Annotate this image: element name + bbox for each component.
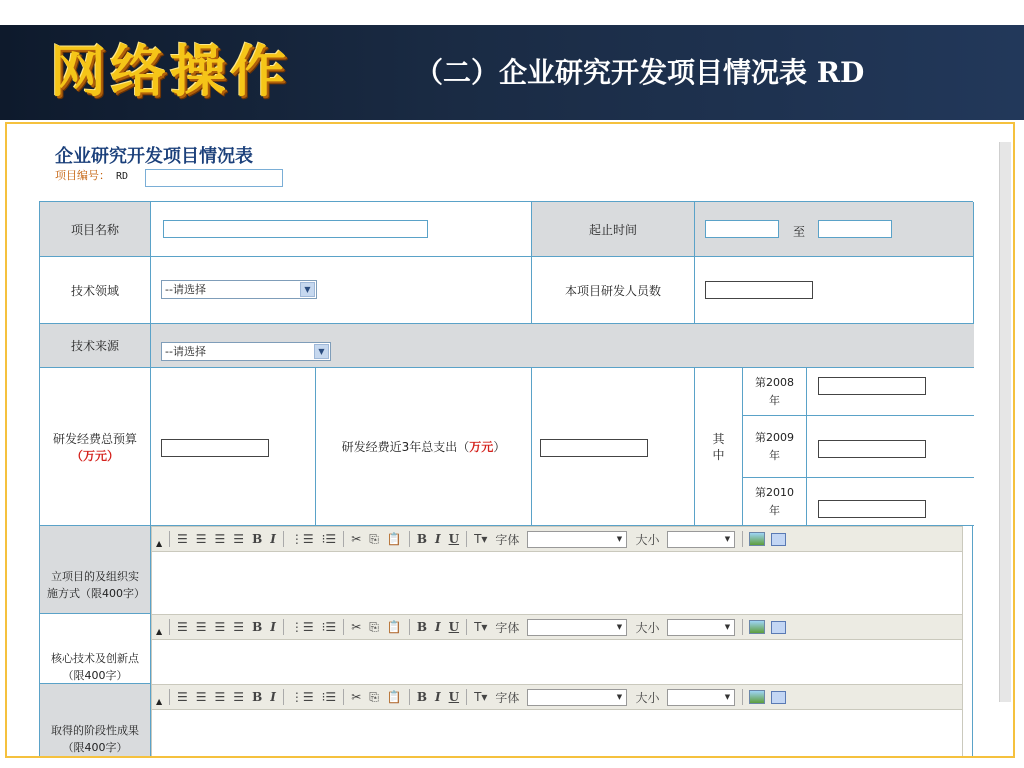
size-select[interactable] bbox=[667, 531, 735, 548]
vertical-scrollbar[interactable] bbox=[999, 142, 1011, 702]
italic-button[interactable]: I bbox=[270, 532, 276, 546]
year-2008-label-cell bbox=[743, 368, 807, 416]
tech-field-select[interactable] bbox=[161, 280, 317, 299]
text-color-icon[interactable]: T▾ bbox=[474, 690, 488, 704]
tech-source-label: 技术来源 bbox=[70, 339, 119, 353]
form-title: 企业研究开发项目情况表 bbox=[55, 146, 253, 167]
purpose-label: 立项目的及组织实施方式（限400字） bbox=[47, 569, 145, 600]
form-grid bbox=[39, 201, 973, 758]
project-name-label-cell bbox=[40, 202, 151, 257]
copy-icon[interactable]: ⎘ bbox=[369, 531, 379, 546]
paste-icon[interactable]: 📋 bbox=[386, 532, 402, 546]
insert-media-icon[interactable] bbox=[771, 621, 786, 634]
font-select[interactable] bbox=[527, 689, 627, 706]
project-id-input[interactable] bbox=[145, 169, 283, 187]
result-label-cell bbox=[40, 684, 151, 758]
align-center-icon[interactable]: ☰ bbox=[195, 532, 207, 546]
italic-button-2[interactable]: I bbox=[434, 532, 441, 546]
ordered-list-icon[interactable]: ⋮☰ bbox=[290, 620, 314, 634]
tech-source-label-cell bbox=[40, 324, 151, 368]
start-date-input[interactable] bbox=[705, 220, 779, 238]
year-2009-label-cell bbox=[743, 416, 807, 478]
year-2009-input[interactable] bbox=[818, 440, 926, 458]
bold-button[interactable]: B bbox=[252, 532, 263, 546]
insert-media-icon[interactable] bbox=[771, 533, 786, 546]
end-date-input[interactable] bbox=[818, 220, 892, 238]
insert-image-icon[interactable] bbox=[749, 620, 765, 634]
result-editor-toolbar bbox=[151, 684, 963, 710]
size-label: 大小 bbox=[635, 532, 660, 547]
size-select[interactable] bbox=[667, 619, 735, 636]
bold-button-2[interactable]: B bbox=[416, 690, 427, 704]
year-2009-label: 第2009年 bbox=[755, 430, 794, 462]
spend-label bbox=[342, 438, 506, 455]
core-label: 核心技术及创新点（限400字） bbox=[51, 651, 139, 682]
cut-icon[interactable]: ✂ bbox=[351, 690, 362, 704]
align-right-icon[interactable]: ☰ bbox=[214, 690, 226, 704]
header-banner bbox=[0, 25, 1024, 120]
align-left-icon[interactable]: ☰ bbox=[177, 532, 188, 546]
spend-unit: 万元 bbox=[469, 440, 494, 454]
spend-total-input[interactable] bbox=[540, 439, 648, 457]
justify-icon[interactable]: ☰ bbox=[233, 620, 245, 634]
unordered-list-icon[interactable]: ⁝☰ bbox=[321, 690, 337, 704]
spend-label-text: 研发经费近3年总支出（ bbox=[341, 440, 470, 454]
project-id-label bbox=[55, 167, 128, 183]
font-select[interactable] bbox=[527, 619, 627, 636]
chevron-down-icon[interactable]: ▼ bbox=[616, 534, 623, 543]
justify-icon[interactable]: ☰ bbox=[233, 532, 245, 546]
purpose-editor[interactable] bbox=[151, 552, 963, 614]
cut-icon[interactable]: ✂ bbox=[351, 532, 362, 546]
year-2010-label: 第2010年 bbox=[755, 485, 794, 517]
tech-field-label: 技术领域 bbox=[70, 283, 119, 298]
cut-icon[interactable]: ✂ bbox=[351, 620, 362, 634]
year-2010-input[interactable] bbox=[818, 500, 926, 518]
tech-source-select-value: --请选择 bbox=[165, 345, 206, 358]
font-label: 字体 bbox=[495, 690, 520, 705]
project-id-prefix: RD bbox=[116, 171, 129, 182]
form-panel bbox=[5, 122, 1015, 758]
project-id-label-text: 项目编号： bbox=[55, 169, 110, 182]
of-which-label: 其中 bbox=[712, 431, 725, 462]
chevron-down-icon[interactable]: ▼ bbox=[616, 692, 623, 701]
unordered-list-icon[interactable]: ⁝☰ bbox=[321, 532, 337, 546]
purpose-editor-toolbar bbox=[151, 526, 963, 552]
paste-icon[interactable]: 📋 bbox=[386, 690, 402, 704]
paste-icon[interactable]: 📋 bbox=[386, 620, 402, 634]
core-label-cell bbox=[40, 614, 151, 684]
of-which-cell bbox=[695, 368, 743, 526]
italic-button-2[interactable]: I bbox=[434, 690, 441, 704]
align-center-icon[interactable]: ☰ bbox=[195, 620, 207, 634]
italic-button[interactable]: I bbox=[270, 620, 276, 634]
staff-count-label-cell bbox=[532, 257, 695, 324]
purpose-label-cell bbox=[40, 526, 151, 614]
insert-media-icon[interactable] bbox=[771, 691, 786, 704]
ordered-list-icon[interactable]: ⋮☰ bbox=[290, 690, 314, 704]
project-name-label: 项目名称 bbox=[70, 222, 119, 237]
budget-input[interactable] bbox=[161, 439, 269, 457]
chevron-down-icon[interactable]: ▼ bbox=[724, 622, 731, 631]
budget-unit: （万元） bbox=[70, 448, 119, 463]
bold-button-2[interactable]: B bbox=[416, 532, 427, 546]
text-color-icon[interactable]: T▾ bbox=[474, 532, 488, 546]
spend-label-cell bbox=[316, 368, 532, 526]
align-center-icon[interactable]: ☰ bbox=[195, 690, 207, 704]
text-color-icon[interactable]: T▾ bbox=[474, 620, 488, 634]
time-range-label: 起止时间 bbox=[588, 222, 637, 237]
underline-button[interactable]: U bbox=[448, 532, 460, 546]
chevron-down-icon[interactable]: ▼ bbox=[616, 622, 623, 631]
banner-logo: 网络操作 bbox=[50, 40, 290, 105]
time-range-label-cell bbox=[532, 202, 695, 257]
size-label: 大小 bbox=[635, 620, 660, 635]
insert-image-icon[interactable] bbox=[749, 690, 765, 704]
underline-button[interactable]: U bbox=[448, 690, 460, 704]
tech-field-select-value: --请选择 bbox=[165, 283, 206, 296]
chevron-down-icon[interactable]: ▼ bbox=[724, 692, 731, 701]
bold-button[interactable]: B bbox=[252, 620, 263, 634]
core-editor-toolbar bbox=[151, 614, 963, 640]
insert-image-icon[interactable] bbox=[749, 532, 765, 546]
budget-label-cell bbox=[40, 368, 151, 526]
banner-title: （二）企业研究开发项目情况表 RD bbox=[415, 56, 865, 89]
copy-icon[interactable]: ⎘ bbox=[369, 689, 379, 704]
align-left-icon[interactable]: ☰ bbox=[177, 690, 188, 704]
resize-handle-icon[interactable]: ▲ bbox=[156, 697, 163, 706]
size-select[interactable] bbox=[667, 689, 735, 706]
font-select[interactable] bbox=[527, 531, 627, 548]
resize-handle-icon[interactable]: ▲ bbox=[156, 539, 163, 548]
year-2008-label: 第2008年 bbox=[755, 375, 794, 407]
align-right-icon[interactable]: ☰ bbox=[214, 532, 226, 546]
budget-label: 研发经费总预算 bbox=[52, 431, 137, 446]
justify-icon[interactable]: ☰ bbox=[233, 690, 245, 704]
italic-button[interactable]: I bbox=[270, 690, 276, 704]
ordered-list-icon[interactable]: ⋮☰ bbox=[290, 532, 314, 546]
align-left-icon[interactable]: ☰ bbox=[177, 620, 188, 634]
unordered-list-icon[interactable]: ⁝☰ bbox=[321, 620, 337, 634]
spend-close: ） bbox=[493, 440, 506, 454]
tech-field-label-cell bbox=[40, 257, 151, 324]
staff-count-input[interactable] bbox=[705, 281, 813, 299]
underline-button[interactable]: U bbox=[448, 620, 460, 634]
core-editor[interactable] bbox=[151, 640, 963, 684]
result-editor[interactable] bbox=[151, 710, 963, 758]
staff-count-label: 本项目研发人员数 bbox=[564, 283, 661, 298]
bold-button-2[interactable]: B bbox=[416, 620, 427, 634]
font-label: 字体 bbox=[495, 532, 520, 547]
project-name-input[interactable] bbox=[163, 220, 428, 238]
resize-handle-icon[interactable]: ▲ bbox=[156, 627, 163, 636]
chevron-down-icon[interactable]: ▼ bbox=[314, 344, 329, 359]
copy-icon[interactable]: ⎘ bbox=[369, 619, 379, 634]
italic-button-2[interactable]: I bbox=[434, 620, 441, 634]
chevron-down-icon[interactable]: ▼ bbox=[724, 534, 731, 543]
font-label: 字体 bbox=[495, 620, 520, 635]
result-label: 取得的阶段性成果（限400字） bbox=[51, 723, 139, 754]
chevron-down-icon[interactable]: ▼ bbox=[300, 282, 315, 297]
bold-button[interactable]: B bbox=[252, 690, 263, 704]
size-label: 大小 bbox=[635, 690, 660, 705]
align-right-icon[interactable]: ☰ bbox=[214, 620, 226, 634]
year-2010-label-cell bbox=[743, 478, 807, 526]
tech-source-select[interactable] bbox=[161, 342, 331, 361]
year-2008-input[interactable] bbox=[818, 377, 926, 395]
to-label: 至 bbox=[793, 225, 806, 239]
